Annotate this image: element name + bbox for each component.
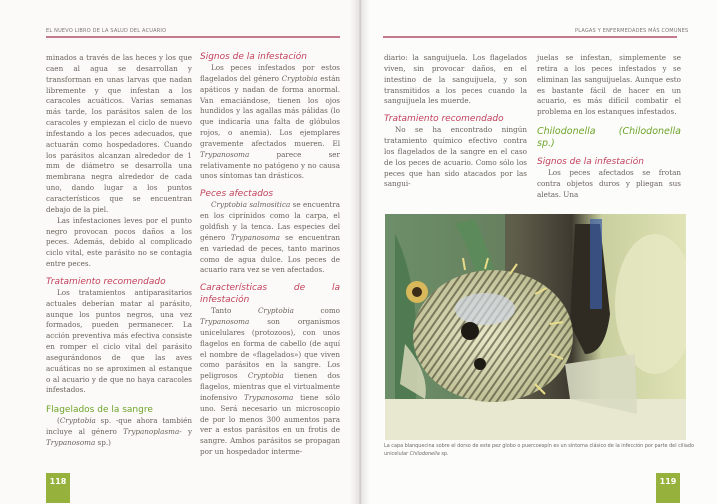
body-paragraph: diario: la sanguijuela. Los flagelados viven, sin provocar daños, en el intestino de la sanguijuela, y son transmitidos a los peces cuando la sanguijuela les muerde. [384,53,527,106]
italic-run: Cryptobia [257,306,294,316]
body-paragraph: Los peces afectados se frotan contra objetos duros y pliegan sus aletas. Una [537,168,681,199]
text-run: Los peces infestados por estos flagelados del género [200,63,340,83]
text-run: ( [57,416,60,426]
body-paragraph: Los tratamientos antiparasitarios actuales deberían matar al parásito, aunque los puntos negros, una vez formados, pueden permanecer. La acción preventiva más efectiva consiste en romper el ciclo vital del parásito asegurándonos de que las aves acuáticas no se aproximen al estanque o al acuario y de que no haya caracoles infestados. [46,287,192,395]
text-run: La capa blanquecina sobre el dorso de este pez globo o puercoespín es un síntoma clásico de la infección por parte del ciliado unicelular [384,443,694,457]
section-heading: Características de la infestación [200,283,340,306]
text-run: sp.) [537,138,555,150]
italic-run: Trypanosoma [244,392,294,402]
section-heading: Peces afectados [200,189,274,200]
body-paragraph [200,306,340,458]
italic-run: Trypanosoma [230,232,280,242]
body-paragraph: juelas se infestan, simplemente se retira a los peces infestados y se eliminan las sanguijuelas. Aunque esto es bastante fácil de hacer en un acuario, es más difícil combatir el problema en los estanques infestados. [537,53,681,117]
section-heading-green: Flagelados de la sangre [46,405,153,416]
left-column-1 [46,53,192,449]
right-column-1 [384,53,527,190]
italic-run: Trypanosoma [200,149,250,159]
page-number-left: 118 [46,473,70,503]
photo-caption [384,443,694,458]
text-run: sp. [439,450,449,457]
section-heading: Tratamiento recomendado [46,276,166,287]
section-heading-green [537,126,681,150]
fish-photo [385,214,686,440]
body-paragraph: Las infestaciones leves por el punto negro provocan pocos daños a los peces. Además, debido al complicado ciclo vital, este parásito no se contagia entre peces. [46,215,192,269]
italic-run: Cryptobia [247,371,284,381]
running-head-right: PLAGAS Y ENFERMEDADES MÁS COMUNES [575,28,689,34]
italic-run: Trypanosoma [200,317,250,327]
section-heading: Signos de la infestación [537,157,644,168]
italic-run: Chilodonella [409,450,440,457]
right-column-2 [537,53,681,201]
header-rule-right [383,36,677,38]
text-run: se encuentran en variedad de peces, tanto marinos como de agua dulce. Los peces de acuario rara vez se ven afectados. [200,232,340,275]
text-run: Chilodonella ( [537,126,623,138]
text-run: como [293,306,340,316]
body-paragraph [46,416,192,449]
italic-run: Cryptobia salmositica [211,200,291,210]
left-column-2 [200,51,340,458]
text-run: parece ser relativamente no patógeno y no causa unos síntomas tan drásticos. [200,149,340,181]
text-run: Tanto [211,306,258,316]
italic-run: Cryptobia [59,416,96,426]
book-gutter [350,0,370,504]
text-run: son organismos unicelulares (protozoos), con unos flagelos en forma de cabello (de aquí el nombre de «flagelados») que viven como parásitos en la sangre. Los peligrosos [200,317,340,381]
text-run: sp.) [95,438,111,447]
body-paragraph [200,63,340,182]
page-number-right: 119 [656,473,680,503]
text-run: sp. -que ahora también incluye al género [46,416,192,437]
italic-run: Trypanosoma [46,438,96,447]
italic-run: Trypanoplasma [123,427,180,437]
section-heading: Signos de la infestación [200,52,307,62]
text-run: se encuentra en los ciprínidos como la carpa, el goldfish y la tenca. Las especies del género [200,200,340,242]
body-paragraph: No se ha encontrado ningún tratamiento químico efectivo contra los flagelados de la sangre en el caso de los peces de acuario. Como sólo los peces que han sido atacados por las sangui- [384,125,527,189]
body-paragraph: minados a través de las heces y los que caen al agua se desarrollan y transforman en unas larvas que nadan libremente y que infestan a los caracoles acuáticos. Varias semanas más tarde, los parásitos salen de los caracoles y empiezan el ciclo de nuevo infestando a los peces adecuados, que actuarán como hospedadores. Cuando los parásitos alcanzan alrededor de 1 mm de diámetro se desarrolla una membrana negra alrededor de cada uno, dando lugar a los puntos característicos que se encuentran debajo de la piel. [46,53,192,214]
pufferfish-image [385,214,686,440]
text-run: tiene sólo uno. Será necesario un microscopio de por lo menos 300 aumentos para ver a estos parásitos en un frotis de sangre. Ambos parásitos se propagan por un hospedador interme- [200,392,340,457]
text-run: están apáticos y nadan de forma anormal. Van emaciándose, tienen los ojos hundidos y las agallas más pálidas (lo que indicaría una falta de glóbulos rojos, o anemia). Los ejemplares gravemente afectados mueren. El [200,73,340,148]
body-paragraph [200,200,340,276]
text-run: tienen dos flagelos, mientras que el virtualmente inofensivo [200,371,340,402]
italic-run: Cryptobia [281,73,318,83]
text-run: - y [179,427,193,437]
header-rule-left [46,36,340,38]
section-heading: Tratamiento recomendado [384,114,504,125]
running-head-left: EL NUEVO LIBRO DE LA SALUD DEL ACUARIO [46,28,167,34]
italic-run: Chilodonella [622,126,681,138]
